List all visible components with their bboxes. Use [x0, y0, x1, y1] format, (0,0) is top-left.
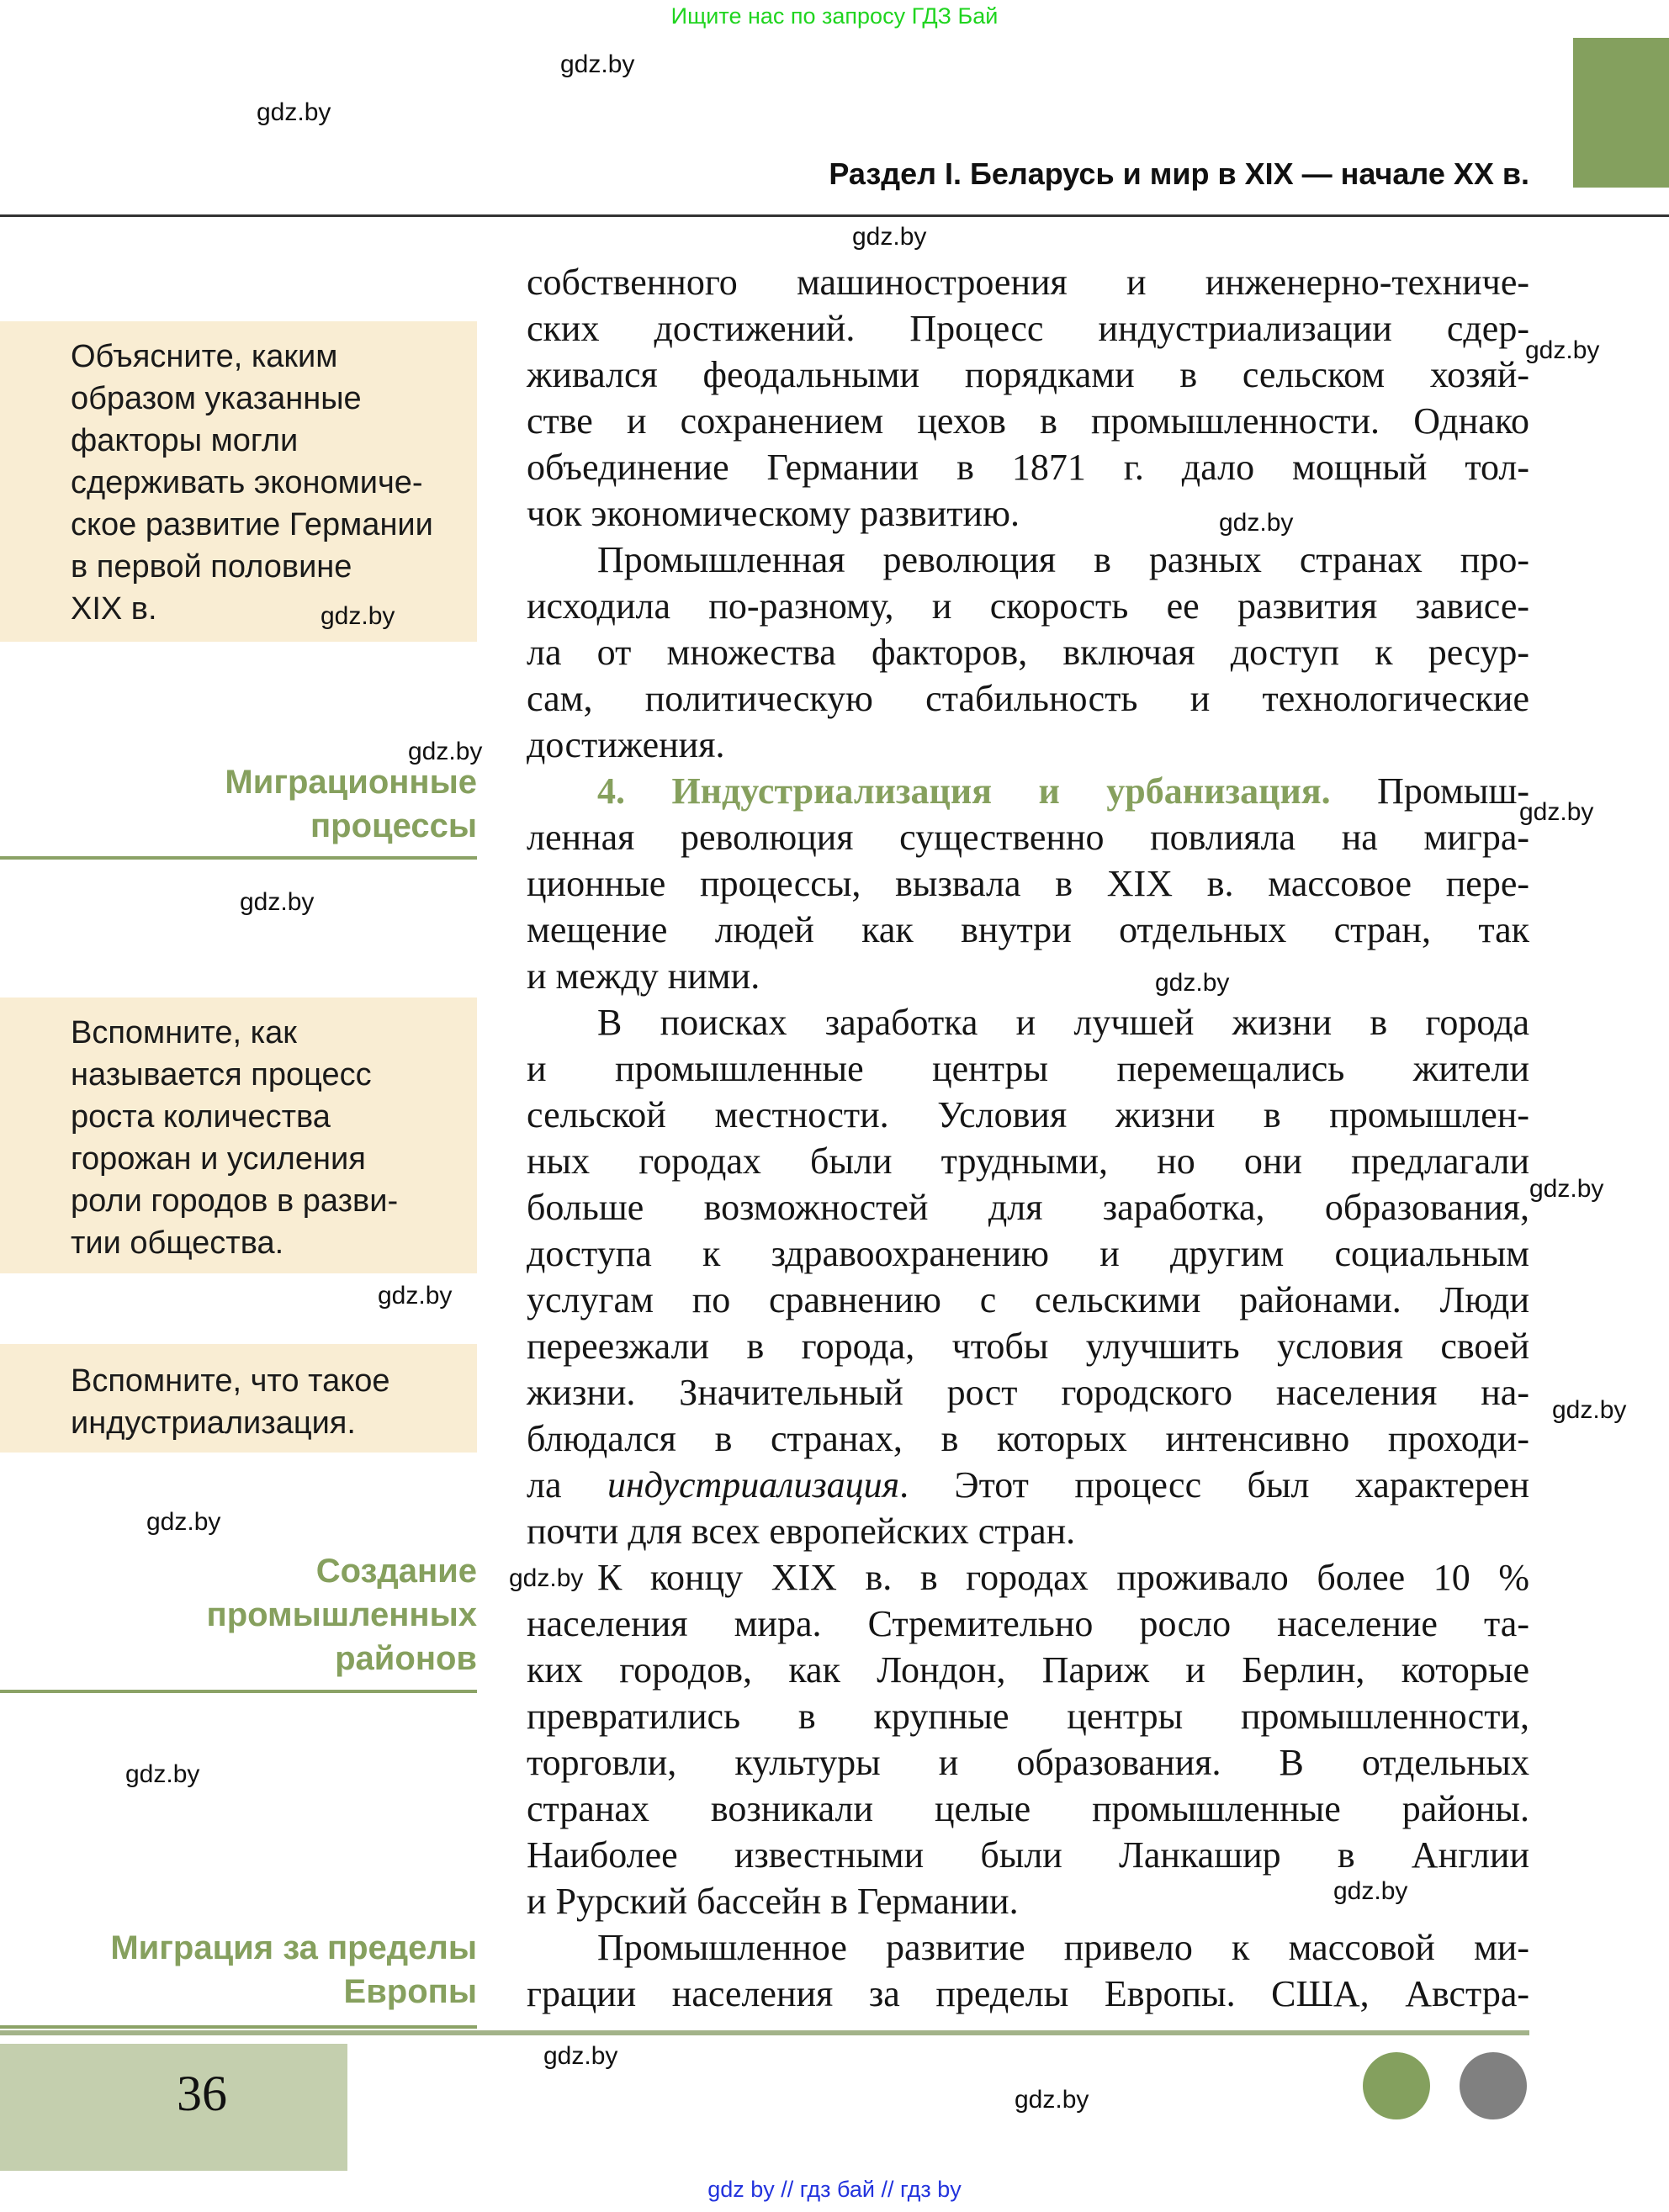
question-text-line: индустриализация.: [71, 1405, 356, 1441]
question-text-line: факторы могли: [71, 423, 299, 458]
side-heading-rule: [0, 1690, 477, 1693]
text-segment: собственного машиностроения и инженерно-техниче-: [527, 262, 1529, 303]
question-box-2: [0, 998, 477, 1273]
watermark-text: gdz.by: [257, 98, 331, 126]
watermark-text: gdz.by: [240, 888, 315, 916]
text-segment: торговли, культуры и образования. В отдельных: [527, 1742, 1529, 1783]
text-segment: блюдался в странах, в которых интенсивно проходи-: [527, 1418, 1529, 1459]
watermark-text: gdz.by: [560, 50, 635, 78]
text-line: [527, 1416, 1529, 1462]
text-segment: сельской местности. Условия жизни в промышлен-: [527, 1094, 1529, 1135]
watermark-text: gdz.by: [1015, 2086, 1089, 2114]
text-segment: и между ними.: [527, 955, 760, 997]
text-segment: грации населения за пределы Европы. США, Австра-: [527, 1973, 1529, 2014]
promo-banner[interactable]: Ищите нас по запросу ГДЗ Бай: [670, 3, 999, 29]
side-heading-rule: [0, 2025, 477, 2029]
watermark-text: gdz.by: [509, 1564, 584, 1592]
question-box-1: [0, 321, 477, 642]
text-segment: сам, политическую стабильность и технологические: [527, 678, 1529, 719]
watermark-text: gdz.by: [408, 738, 483, 765]
question-text-line: роста количества: [71, 1099, 331, 1135]
text-segment: чок экономическому развитию.: [527, 493, 1020, 534]
question-text-line: Вспомните, как: [71, 1015, 297, 1050]
text-line: [527, 629, 1529, 675]
paragraph-heading: 4. Индустриализация и урбанизация.: [597, 770, 1331, 812]
question-text-line: называется процесс: [71, 1057, 372, 1093]
question-text-line: горожан и усиления: [71, 1141, 366, 1177]
question-text-line: XIX в.: [71, 591, 157, 627]
text-segment: В поисках заработка и лучшей жизни в города: [597, 1002, 1529, 1043]
text-line: [527, 305, 1529, 352]
text-segment: ных городах были трудными, но они предлагали: [527, 1140, 1529, 1182]
side-heading-line: промышленных: [206, 1596, 477, 1633]
text-segment: Промышленное развитие привело к массовой ми-: [597, 1927, 1529, 1968]
text-segment: . Этот процесс был характерен: [899, 1464, 1529, 1506]
text-segment: исходила по-разному, и скорость ее развития зависе-: [527, 585, 1529, 627]
italic-term: индустриализация: [607, 1464, 900, 1506]
text-line: [527, 1138, 1529, 1184]
text-line: [527, 722, 1529, 768]
text-line: [527, 1508, 1529, 1554]
text-segment: К концу XIX в. в городах проживало более 10 %: [597, 1557, 1529, 1598]
question-text-line: тии общества.: [71, 1225, 284, 1261]
text-line: [527, 1924, 1529, 1971]
text-line: [527, 1277, 1529, 1323]
text-line: [527, 1601, 1529, 1647]
text-line: [527, 768, 1529, 814]
page-number: 36: [177, 2066, 227, 2121]
text-line: [527, 444, 1529, 490]
watermark-text: gdz.by: [1525, 336, 1600, 364]
watermark-text: gdz.by: [1529, 1175, 1604, 1203]
question-text-line: в первой половине: [71, 549, 352, 585]
text-line: [527, 490, 1529, 537]
text-segment: жизни. Значительный рост городского населения на-: [527, 1372, 1529, 1413]
side-heading-line: Миграция за пределы: [110, 1929, 477, 1966]
footer-divider: [0, 2030, 1529, 2035]
side-heading-industrial-regions: [207, 1549, 477, 1680]
watermark-text: gdz.by: [1519, 798, 1594, 826]
side-heading-rule: [0, 856, 477, 860]
question-text-line: образом указанные: [71, 381, 362, 416]
question-text-line: ское развитие Германии: [71, 507, 433, 542]
watermark-text: gdz.by: [1155, 969, 1230, 997]
text-line: [527, 398, 1529, 444]
text-segment: ла: [527, 1464, 607, 1506]
text-line: [527, 907, 1529, 953]
side-heading-line: районов: [335, 1640, 477, 1677]
text-segment: ционные процессы, вызвала в XIX в. массовое пере-: [527, 863, 1529, 904]
text-segment: Промыш-: [1330, 770, 1529, 812]
text-segment: мещение людей как внутри отдельных стран, так: [527, 909, 1529, 950]
text-segment: ленная революция существенно повлияла на мигра-: [527, 817, 1529, 858]
text-line: [527, 953, 1529, 999]
footer-links[interactable]: gdz by // гдз бай // гдз by: [707, 2177, 962, 2202]
text-segment: достижения.: [527, 724, 725, 765]
text-segment: почти для всех европейских стран.: [527, 1511, 1076, 1552]
watermark-text: gdz.by: [321, 602, 395, 630]
text-segment: Промышленная революция в разных странах про-: [597, 539, 1529, 580]
text-line: [527, 1693, 1529, 1739]
watermark-text: gdz.by: [125, 1760, 200, 1788]
text-line: [527, 259, 1529, 305]
text-line: [527, 1786, 1529, 1832]
text-line: [527, 583, 1529, 629]
watermark-text: gdz.by: [1333, 1877, 1408, 1905]
text-segment: и Рурский бассейн в Германии.: [527, 1881, 1019, 1922]
text-segment: услугам по сравнению с сельскими районами. Люди: [527, 1279, 1529, 1320]
text-segment: превратились в крупные центры промышленности,: [527, 1696, 1529, 1737]
side-heading-line: процессы: [310, 807, 477, 844]
text-line: [527, 1832, 1529, 1878]
watermark-text: gdz.by: [378, 1282, 453, 1310]
text-segment: населения мира. Стремительно росло население та-: [527, 1603, 1529, 1644]
text-line: [527, 1230, 1529, 1277]
side-heading-line: Миграционные: [225, 764, 477, 801]
text-line: [527, 1462, 1529, 1508]
text-segment: странах возникали целые промышленные районы.: [527, 1788, 1529, 1829]
section-title: Раздел I. Беларусь и мир в XIX — начале XX в.: [829, 156, 1529, 191]
watermark-text: gdz.by: [1552, 1396, 1627, 1424]
text-line: [527, 1184, 1529, 1230]
question-text-line: Вспомните, что такое: [71, 1363, 390, 1399]
text-line: [527, 1739, 1529, 1786]
gray-dot-icon: [1460, 2052, 1527, 2119]
question-text-line: роли городов в разви-: [71, 1183, 399, 1219]
main-text-column: [527, 259, 1529, 2017]
text-segment: стве и сохранением цехов в промышленности. Однако: [527, 400, 1529, 442]
watermark-text: gdz.by: [146, 1508, 221, 1536]
text-segment: переезжали в города, чтобы улучшить условия своей: [527, 1326, 1529, 1367]
question-box-3: [0, 1344, 477, 1453]
text-line: [527, 999, 1529, 1045]
text-line: [527, 537, 1529, 583]
question-text-line: Объясните, каким: [71, 339, 338, 374]
text-segment: ских достижений. Процесс индустриализации сдер-: [527, 308, 1529, 349]
watermark-text: gdz.by: [543, 2042, 618, 2070]
text-line: [527, 860, 1529, 907]
watermark-text: gdz.by: [1219, 509, 1294, 537]
text-segment: объединение Германии в 1871 г. дало мощный тол-: [527, 447, 1529, 488]
text-segment: доступа к здравоохранению и другим социальным: [527, 1233, 1529, 1274]
text-line: [527, 675, 1529, 722]
text-line: [527, 1369, 1529, 1416]
text-line: [527, 352, 1529, 398]
watermark-text: gdz.by: [852, 223, 927, 251]
text-segment: ких городов, как Лондон, Париж и Берлин, которые: [527, 1649, 1529, 1691]
text-line: [527, 1323, 1529, 1369]
text-line: [527, 1092, 1529, 1138]
side-heading-migration-processes: [225, 760, 477, 848]
text-segment: ла от множества факторов, включая доступ к ресур-: [527, 632, 1529, 673]
text-line: [527, 1647, 1529, 1693]
header-divider: [0, 214, 1669, 217]
side-heading-emigration: [110, 1926, 477, 2014]
green-dot-icon: [1363, 2052, 1430, 2119]
text-segment: живался феодальными порядками в сельском хозяй-: [527, 354, 1529, 395]
section-color-tab: [1573, 38, 1669, 188]
text-segment: больше возможностей для заработка, образования,: [527, 1187, 1529, 1228]
text-line: [527, 1045, 1529, 1092]
text-line: [527, 814, 1529, 860]
text-line: [527, 1971, 1529, 2017]
side-heading-line: Создание: [315, 1553, 477, 1590]
side-heading-line: Европы: [343, 1973, 477, 2010]
question-text-line: сдерживать экономиче-: [71, 465, 423, 500]
text-segment: Наиболее известными были Ланкашир в Англии: [527, 1834, 1529, 1876]
text-segment: и промышленные центры перемещались жители: [527, 1048, 1529, 1089]
text-line: [527, 1554, 1529, 1601]
